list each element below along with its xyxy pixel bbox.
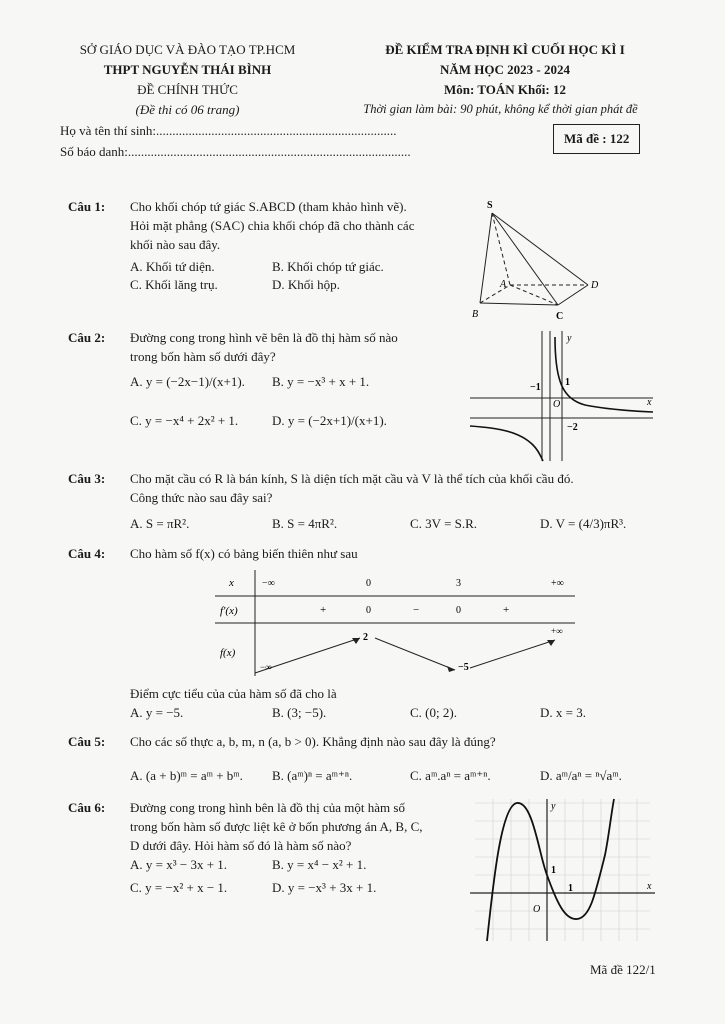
q4-option-d[interactable]: D. x = 3. — [540, 705, 586, 720]
q6-line: trong bốn hàm số được liệt kê ở bốn phương án A, B, C, — [130, 819, 423, 834]
q6-line: D dưới đây. Hỏi hàm số đó là hàm số nào? — [130, 838, 352, 853]
q1-line: Cho khối chóp tứ giác S.ABCD (tham khảo hình vẽ). — [130, 199, 407, 214]
table-row-label: f(x) — [220, 647, 236, 659]
q5-line: Cho các số thực a, b, m, n (a, b > 0). Khẳng định nào sau đây là đúng? — [130, 734, 496, 749]
q4-option-c[interactable]: C. (0; 2). — [410, 705, 457, 720]
candidate-id-line: Số báo danh:....................................................................................... — [60, 144, 411, 159]
q1-option-c[interactable]: C. Khối lăng trụ. — [130, 277, 218, 292]
graph-origin: O — [533, 904, 541, 915]
label-s: S — [487, 200, 493, 211]
q2-label: Câu 2: — [68, 330, 106, 345]
graph-x-label: x — [647, 881, 652, 892]
hyperbola-graph — [465, 327, 660, 465]
q1-text — [130, 197, 465, 254]
f-value: +∞ — [551, 626, 563, 636]
subject-grade: Môn: TOÁN Khối: 12 — [444, 82, 566, 97]
derivative-sign: − — [413, 604, 420, 616]
derivative-sign: + — [503, 604, 510, 616]
graph-tick: 1 — [565, 377, 570, 388]
x-value: −∞ — [262, 578, 275, 589]
page-count-note: (Đề thi có 06 trang) — [135, 102, 240, 117]
pyramid-figure — [470, 195, 620, 325]
graph-tick: 1 — [568, 883, 573, 894]
graph-tick: −1 — [530, 382, 541, 393]
q2-option-a[interactable]: A. y = (−2x−1)/(x+1). — [130, 374, 245, 389]
derivative-zero: 0 — [456, 605, 461, 616]
q1-option-a[interactable]: A. Khối tứ diện. — [130, 259, 215, 274]
q5-label: Câu 5: — [68, 734, 106, 749]
q1-line: Hỏi mặt phẳng (SAC) chia khối chóp đã cho thành các — [130, 218, 415, 233]
q6-text — [130, 798, 460, 855]
q5-option-b[interactable]: B. (aᵐ)ⁿ = aᵐ⁺ⁿ. — [272, 768, 353, 783]
x-value: 0 — [366, 578, 371, 589]
school-name: THPT NGUYỄN THÁI BÌNH — [103, 62, 272, 77]
f-value: −∞ — [260, 662, 272, 672]
q3-text — [130, 469, 670, 507]
graph-origin: O — [553, 399, 561, 410]
graph-y-label: y — [567, 333, 572, 344]
q3-label: Câu 3: — [68, 471, 106, 486]
exam-code-box: Mã đề : 122 — [553, 124, 640, 154]
q6-option-b[interactable]: B. y = x⁴ − x² + 1. — [272, 857, 367, 872]
label-c: C — [556, 311, 564, 322]
q1-option-b[interactable]: B. Khối chóp tứ giác. — [272, 259, 384, 274]
page-footer: Mã đề 122/1 — [590, 962, 656, 977]
candidate-name-line: Họ và tên thí sinh:.......................................................................... — [60, 123, 397, 138]
q4-option-a[interactable]: A. y = −5. — [130, 705, 184, 720]
graph-x-label: x — [647, 397, 652, 408]
q3-option-a[interactable]: A. S = πR². — [130, 516, 190, 531]
q5-option-c[interactable]: C. aᵐ.aⁿ = aᵐ⁺ⁿ. — [410, 768, 491, 783]
q3-line: Cho mặt cầu có R là bán kính, S là diện tích mặt cầu và V là thể tích của khối cầu đó. — [130, 471, 574, 486]
q5-text — [130, 732, 670, 751]
x-value: 3 — [456, 578, 461, 589]
f-value: −5 — [458, 662, 469, 673]
graph-y-label: y — [551, 801, 556, 812]
q6-option-d[interactable]: D. y = −x³ + 3x + 1. — [272, 880, 377, 895]
label-a: A — [500, 279, 507, 290]
exam-title: ĐỀ KIỂM TRA ĐỊNH KÌ CUỐI HỌC KÌ I — [385, 42, 625, 57]
q6-option-c[interactable]: C. y = −x² + x − 1. — [130, 880, 228, 895]
label-b: B — [472, 309, 479, 320]
q1-line: khối nào sau đây. — [130, 237, 221, 252]
x-value: +∞ — [551, 578, 564, 589]
q5-option-a[interactable]: A. (a + b)ᵐ = aᵐ + bᵐ. — [130, 768, 243, 783]
q3-option-d[interactable]: D. V = (4/3)πR³. — [540, 516, 627, 531]
derivative-zero: 0 — [366, 605, 371, 616]
q2-text — [130, 328, 460, 366]
q5-option-d[interactable]: D. aᵐ/aⁿ = ⁿ√aᵐ. — [540, 768, 622, 783]
q2-option-b[interactable]: B. y = −x³ + x + 1. — [272, 374, 370, 389]
q6-option-a[interactable]: A. y = x³ − 3x + 1. — [130, 857, 228, 872]
q6-label: Câu 6: — [68, 800, 106, 815]
q6-line: Đường cong trong hình bên là đồ thị của một hàm số — [130, 800, 405, 815]
variation-table — [215, 568, 580, 680]
f-value: 2 — [363, 632, 368, 643]
q4-text — [130, 544, 530, 563]
table-row-label: f'(x) — [220, 605, 238, 617]
q1-label: Câu 1: — [68, 199, 106, 214]
official-label: ĐỀ CHÍNH THỨC — [137, 82, 238, 97]
q2-option-c[interactable]: C. y = −x⁴ + 2x² + 1. — [130, 413, 239, 428]
q4-followup: Điểm cực tiểu của của hàm số đã cho là — [130, 686, 337, 701]
table-row-label: x — [229, 577, 234, 589]
q4-option-b[interactable]: B. (3; −5). — [272, 705, 327, 720]
derivative-sign: + — [320, 604, 327, 616]
q2-line: Đường cong trong hình vẽ bên là đồ thị hàm số nào — [130, 330, 398, 345]
q4-line: Cho hàm số f(x) có bảng biến thiên như sau — [130, 546, 358, 561]
q3-option-c[interactable]: C. 3V = S.R. — [410, 516, 478, 531]
time-note: Thời gian làm bài: 90 phút, không kể thời gian phát đề — [363, 102, 638, 116]
label-d: D — [591, 280, 599, 291]
graph-tick: 1 — [551, 865, 556, 876]
graph-tick: −2 — [567, 422, 578, 433]
q2-line: trong bốn hàm số dưới đây? — [130, 349, 276, 364]
dept-name: SỞ GIÁO DỤC VÀ ĐÀO TẠO TP.HCM — [79, 42, 296, 57]
q3-line: Công thức nào sau đây sai? — [130, 490, 273, 505]
q2-option-d[interactable]: D. y = (−2x+1)/(x+1). — [272, 413, 387, 428]
q1-option-d[interactable]: D. Khối hộp. — [272, 277, 340, 292]
school-year: NĂM HỌC 2023 - 2024 — [440, 62, 570, 77]
q4-label: Câu 4: — [68, 546, 106, 561]
cubic-graph — [465, 795, 660, 945]
q3-option-b[interactable]: B. S = 4πR². — [272, 516, 338, 531]
